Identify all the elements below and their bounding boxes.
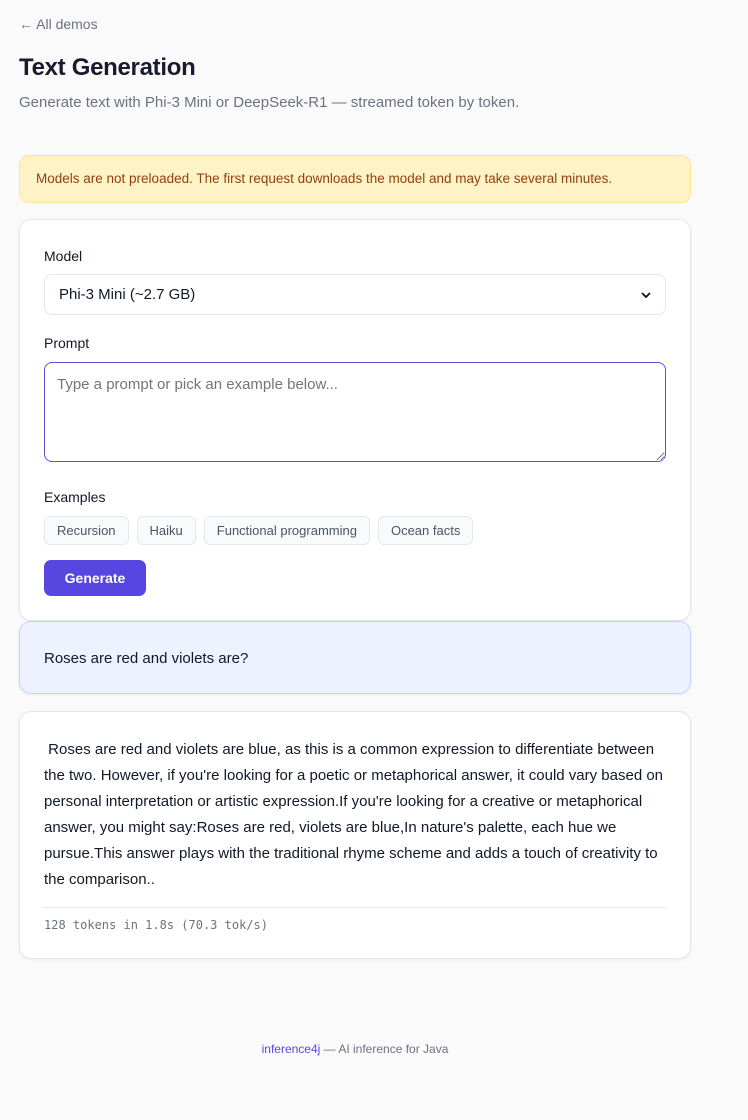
back-link[interactable]: ← All demos — [19, 16, 98, 32]
generate-button[interactable]: Generate — [44, 560, 146, 596]
example-chip-functional-programming[interactable]: Functional programming — [204, 516, 370, 545]
prompt-echo: Roses are red and violets are? — [19, 621, 691, 694]
example-chip-haiku[interactable]: Haiku — [137, 516, 196, 545]
footer-link[interactable]: inference4j — [261, 1042, 321, 1056]
page-title: Text Generation — [19, 54, 196, 81]
page-subtitle: Generate text with Phi-3 Mini or DeepSeek-R1 — streamed token by token. — [19, 94, 520, 111]
response-card — [19, 711, 691, 959]
examples-label: Examples — [44, 489, 106, 505]
model-label: Model — [44, 248, 83, 264]
footer — [0, 1042, 710, 1056]
generation-stats: 128 tokens in 1.8s (70.3 tok/s) — [44, 907, 666, 932]
example-chips — [44, 516, 473, 545]
model-select-value: Phi-3 Mini (~2.7 GB) — [59, 286, 196, 303]
example-chip-recursion[interactable]: Recursion — [44, 516, 129, 545]
generation-form — [19, 219, 691, 621]
warning-alert: Models are not preloaded. The first request downloads the model and may take several minutes. — [19, 155, 691, 203]
model-select[interactable] — [44, 274, 666, 315]
response-text: Roses are red and violets are blue, as this is a common expression to differentiate between the two. However, if you're looking for a poetic or metaphorical answer, it could vary based on personal interpretation or artistic expression.If you're looking for a creative or metaphorical answer, you might say:Roses are red, violets are blue,In nature's palette, each hue we pursue.This answer plays with the traditional rhyme scheme and adds a touch of creativity to the comparison.. — [44, 741, 668, 888]
example-chip-ocean-facts[interactable]: Ocean facts — [378, 516, 473, 545]
chevron-down-icon — [641, 286, 651, 303]
prompt-input[interactable] — [44, 362, 666, 462]
footer-text: — AI inference for Java — [320, 1042, 449, 1056]
prompt-label: Prompt — [44, 335, 90, 351]
